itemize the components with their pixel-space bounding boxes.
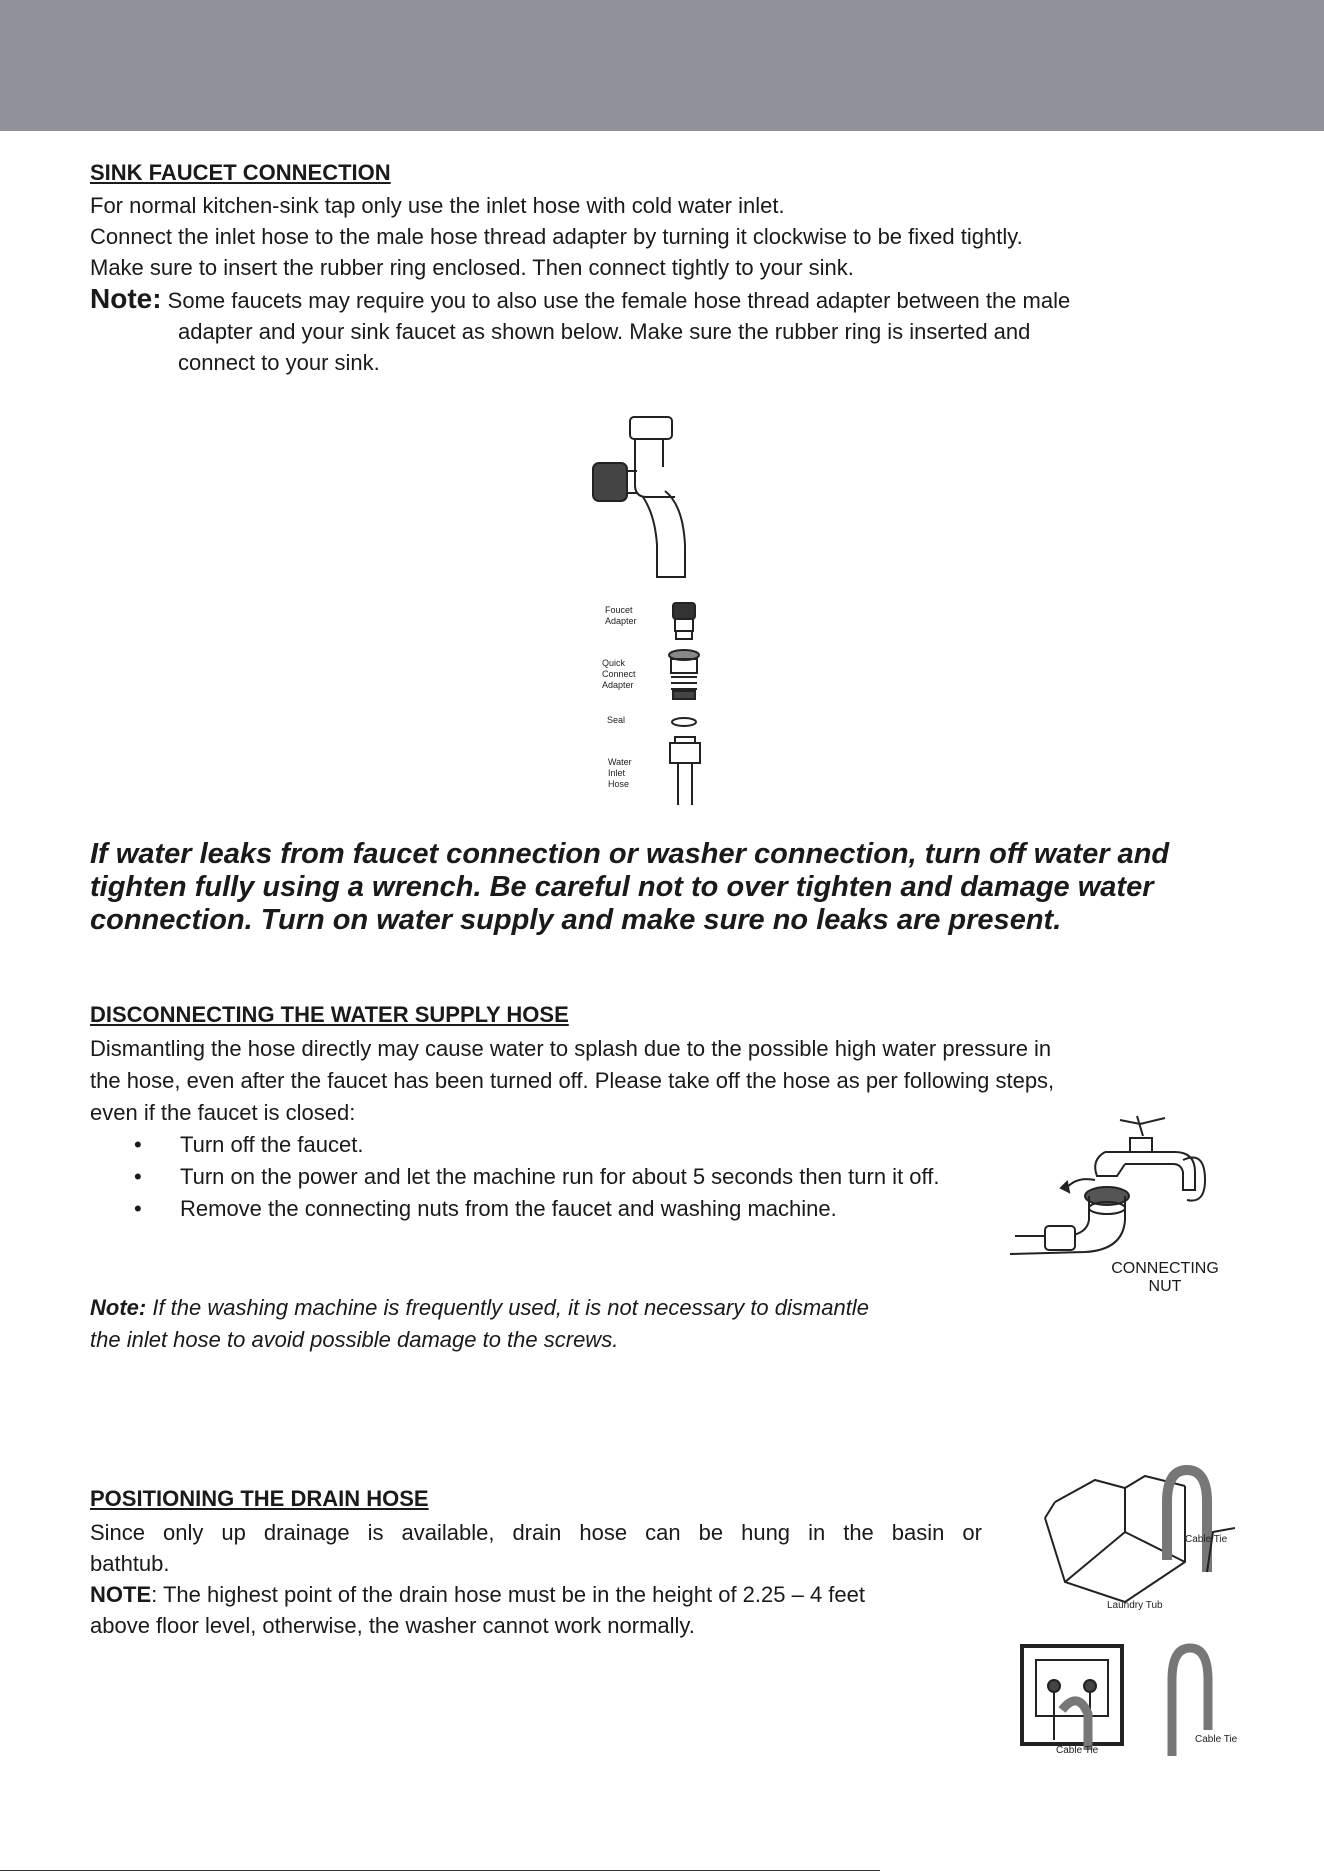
section-sink-faucet	[90, 160, 1240, 378]
faucet-nut-icon	[1005, 1110, 1235, 1265]
text-line: Dismantling the hose directly may cause water to splash due to the possible high water pressure in	[90, 1036, 1052, 1061]
list-item: • Turn on the power and let the machine run for about 5 seconds then turn it off.	[90, 1161, 990, 1193]
label-seal: Seal	[607, 715, 626, 725]
header-bar	[0, 0, 1324, 131]
list-item: • Turn off the faucet.	[90, 1129, 990, 1161]
text-line: Make sure to insert the rubber ring enclosed. Then connect tightly to your sink.	[90, 255, 854, 280]
warning-line: tighten fully using a wrench. Be careful not to over tighten and damage water	[90, 871, 1154, 903]
warning-line: If water leaks from faucet connection or washer connection, turn off water and	[90, 838, 1170, 870]
text-line: For normal kitchen-sink tap only use the inlet hose with cold water inlet.	[90, 193, 785, 218]
note-block	[90, 1292, 1010, 1356]
label-laundry-tub: Laundry Tub	[1107, 1600, 1163, 1611]
text-line: the hose, even after the faucet has been turned off. Please take off the hose as per following steps,	[90, 1068, 1055, 1093]
caption-connecting-nut: CONNECTING NUT	[1111, 1260, 1219, 1295]
paragraph	[90, 190, 1240, 283]
standpipe-hook-figure	[1160, 1640, 1240, 1760]
note-label: Note:	[90, 283, 162, 314]
text-line: even if the faucet is closed:	[90, 1100, 356, 1125]
note-line	[90, 1579, 982, 1610]
footer-divider	[0, 1870, 880, 1871]
text-line: Connect the inlet hose to the male hose thread adapter by turning it clockwise to be fixed tightly.	[90, 224, 1023, 249]
label-cable-tie: Cable Tie	[1056, 1745, 1099, 1756]
label-cable-tie: Cable Tie	[1185, 1534, 1228, 1545]
faucet-assembly-figure	[585, 405, 715, 815]
standpipe-box-icon	[1018, 1640, 1128, 1760]
standpipe-box-figure	[1018, 1640, 1128, 1760]
note-text: connect to your sink.	[178, 350, 380, 375]
note-text: : The highest point of the drain hose must be in the height of 2.25 – 4 feet	[151, 1582, 865, 1607]
label-faucet-adapter: Foucet Adapter	[605, 605, 637, 626]
leak-warning	[90, 838, 1250, 937]
text-line: Since only up drainage is available, drain hose can be hung in the basin or	[90, 1520, 982, 1545]
section-drain-hose	[90, 1486, 982, 1641]
list-item: • Remove the connecting nuts from the faucet and washing machine.	[90, 1193, 990, 1225]
steps-list-wrapper	[90, 1129, 990, 1225]
section-heading: DISCONNECTING THE WATER SUPPLY HOSE	[90, 1002, 569, 1027]
section-heading: POSITIONING THE DRAIN HOSE	[90, 1486, 429, 1511]
text-line: bathtub.	[90, 1551, 170, 1576]
warning-line: connection. Turn on water supply and make sure no leaks are present.	[90, 904, 1062, 936]
steps-list	[90, 1129, 990, 1225]
note-block	[90, 283, 1240, 378]
label-cable-tie: Cable Tie	[1195, 1734, 1238, 1745]
note-text: the inlet hose to avoid possible damage to the screws.	[90, 1327, 619, 1352]
note-text: above floor level, otherwise, the washer cannot work normally.	[90, 1613, 695, 1638]
note-label: Note:	[90, 1295, 147, 1320]
paragraph	[90, 1517, 982, 1641]
connecting-nut-figure	[1005, 1110, 1235, 1305]
label-water-inlet-hose: Water Inlet Hose	[608, 757, 632, 789]
section-heading: SINK FAUCET CONNECTION	[90, 160, 391, 185]
note-label: NOTE	[90, 1582, 152, 1607]
laundry-tub-figure	[1035, 1462, 1235, 1612]
note-text: adapter and your sink faucet as shown below. Make sure the rubber ring is inserted and	[178, 319, 1031, 344]
note-text: If the washing machine is frequently used, it is not necessary to dismantle	[152, 1295, 869, 1320]
note-text: Some faucets may require you to also use the female hose thread adapter between the male	[167, 288, 1071, 313]
label-quick-connect-adapter: Quick Connect Adapter	[602, 658, 636, 690]
